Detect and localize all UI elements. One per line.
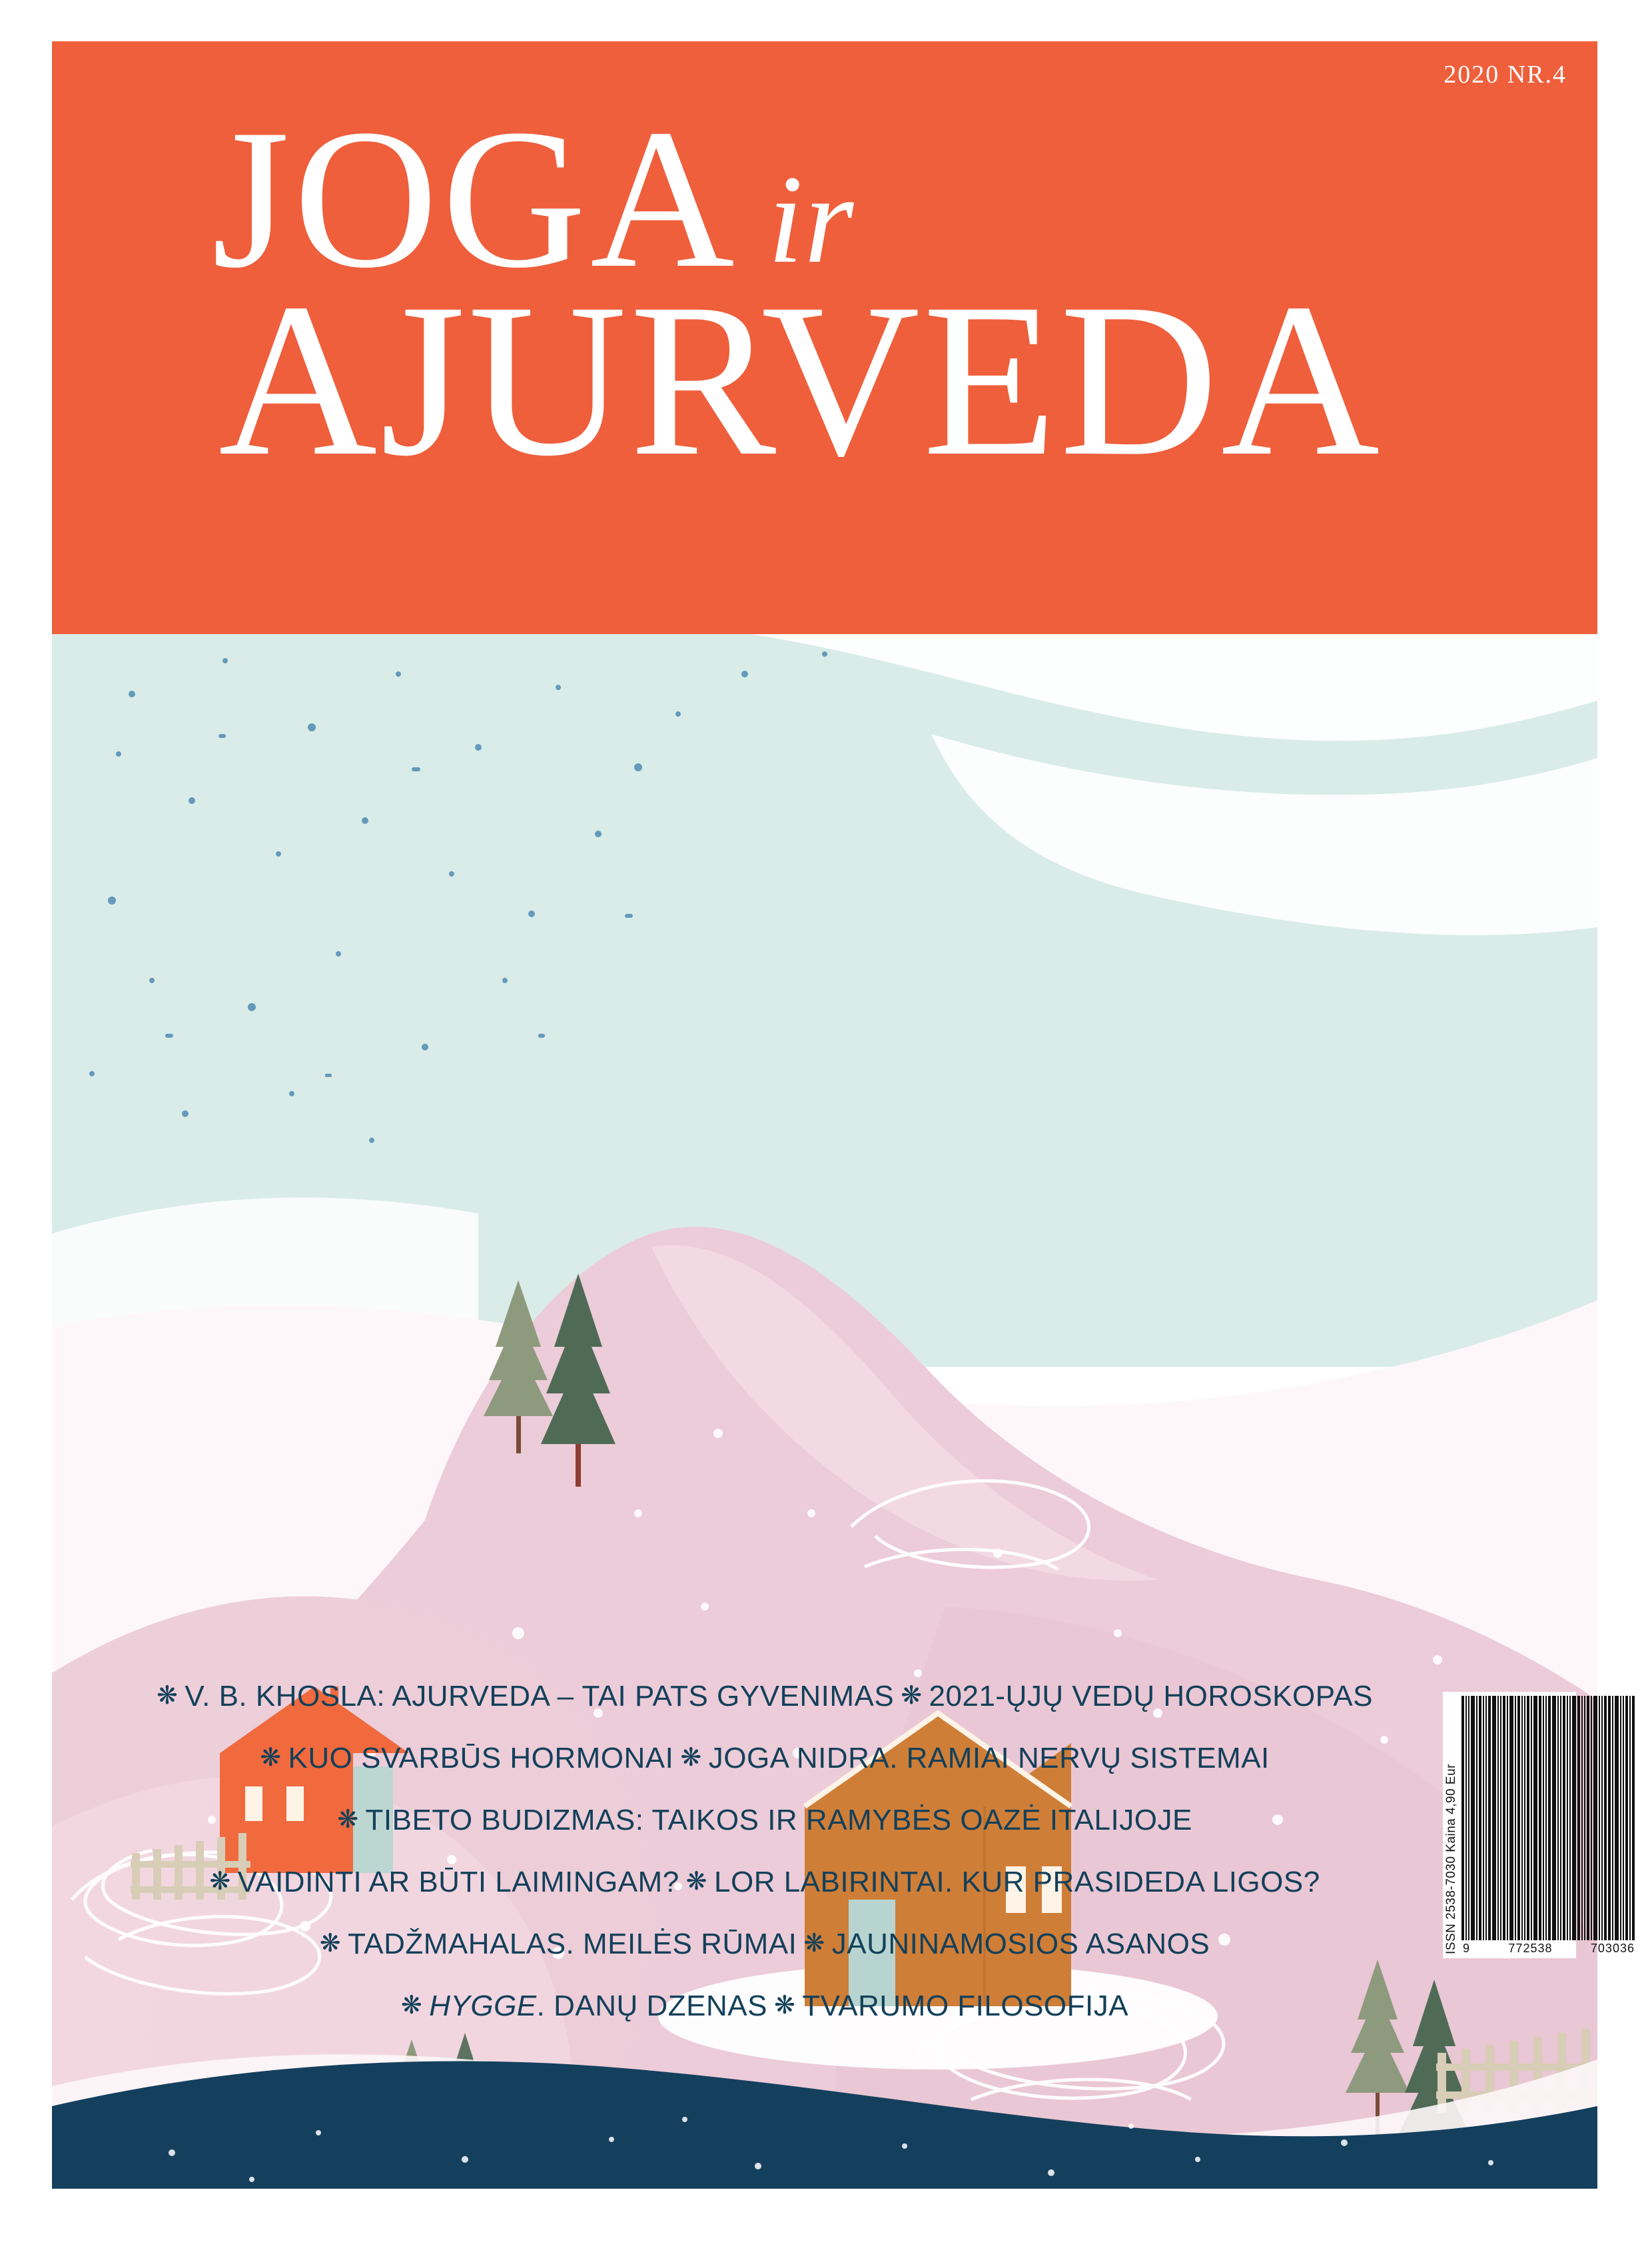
flower-icon: ❋ <box>209 1868 231 1896</box>
title-word-joga: JOGA <box>212 88 739 309</box>
flower-icon: ❋ <box>156 1682 179 1710</box>
barcode-block <box>1443 1692 1635 1958</box>
barcode-bars <box>1461 1692 1636 1940</box>
flower-icon: ❋ <box>685 1868 708 1896</box>
flower-icon: ❋ <box>803 1930 825 1958</box>
coverline-text: 2021-ŲJŲ VEDŲ HOROSKOPAS <box>929 1680 1374 1712</box>
coverline-text: TIBETO BUDIZMAS: TAIKOS IR RAMYBĖS OAZĖ ITALIJOJE <box>365 1804 1192 1836</box>
coverline-row <box>52 1851 1471 1913</box>
coverline-row <box>52 1665 1471 1727</box>
barcode-digit-left: 9 <box>1463 1942 1471 1955</box>
coverline-text: TADŽMAHALAS. MEILĖS RŪMAI <box>348 1928 797 1960</box>
coverline-text: LOR LABIRINTAI. KUR PRASIDEDA LIGOS? <box>714 1866 1320 1898</box>
title-word-ir: ir <box>767 150 855 290</box>
flower-icon: ❋ <box>901 1682 923 1710</box>
barcode-digit-right: 703036 <box>1590 1942 1635 1955</box>
bottom-margin <box>52 2189 1597 2242</box>
coverline-row <box>52 1789 1471 1851</box>
flower-icon: ❋ <box>337 1806 359 1834</box>
issue-number: 2020 NR.4 <box>1444 61 1567 89</box>
masthead-banner <box>52 41 1597 634</box>
barcode-digits <box>1461 1940 1636 1958</box>
coverline-text: KUO SVARBŪS HORMONAI <box>288 1742 674 1774</box>
coverline-text: TVARUMO FILOSOFIJA <box>802 1990 1129 2022</box>
title-line-two: AJURVEDA <box>218 258 1383 502</box>
coverline-row <box>52 1913 1471 1975</box>
coverline-text: . DANŲ DZENAS <box>536 1990 767 2022</box>
coverline-text: VAIDINTI AR BŪTI LAIMINGAM? <box>237 1866 679 1898</box>
barcode-bars-wrap <box>1461 1692 1636 1958</box>
coverline-text: JAUNINAMOSIOS ASANOS <box>831 1928 1210 1960</box>
flower-icon: ❋ <box>400 1992 423 2020</box>
flower-icon: ❋ <box>319 1930 342 1958</box>
coverline-text: JOGA NIDRA. RAMIAI NERVŲ SISTEMAI <box>708 1742 1270 1774</box>
coverline-row <box>52 1727 1471 1789</box>
issn-text: ISSN 2538-7030 Kaina 4,90 Eur <box>1444 1764 1458 1954</box>
coverline-list <box>52 1665 1471 2037</box>
coverline-row <box>52 1975 1471 2037</box>
coverline-text-italic: HYGGE <box>429 1990 537 2022</box>
barcode-digit-mid: 772538 <box>1508 1942 1553 1955</box>
flower-icon: ❋ <box>260 1744 282 1772</box>
flower-icon: ❋ <box>680 1744 702 1772</box>
coverline-text: V. B. KHOSLA: AJURVEDA – TAI PATS GYVENIMAS <box>185 1680 895 1712</box>
flower-icon: ❋ <box>773 1992 796 2020</box>
